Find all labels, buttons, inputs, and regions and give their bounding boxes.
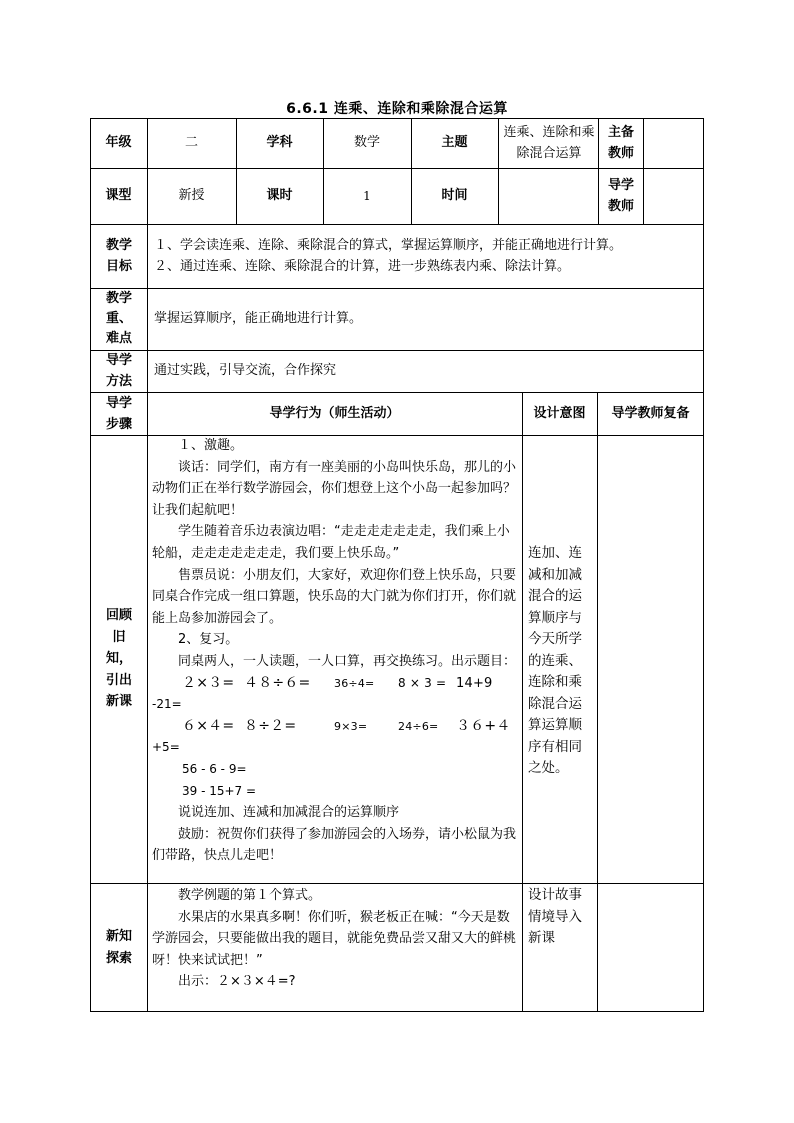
exercise-row-1-cont: -21= xyxy=(152,697,182,712)
section2-line-1: 教学例题的第１个算式。 xyxy=(178,888,322,903)
section1-content xyxy=(152,435,518,867)
exercise-row-2-cont: +5= xyxy=(152,740,180,755)
lesson-type-label: 课型 xyxy=(105,188,132,203)
exercise-2-5: ３６+４ xyxy=(456,717,511,734)
time-value xyxy=(498,168,598,224)
exercise-1-3: 36÷4= xyxy=(334,676,375,690)
section1-line-6: 同桌两人，一人读题，一人口算，再交换练习。出示题目： xyxy=(178,653,517,669)
section2-label: 新知探索 xyxy=(105,929,132,966)
goals-list xyxy=(154,235,699,277)
subject-value: 数学 xyxy=(353,135,380,150)
lesson-type-value: 新授 xyxy=(178,188,205,203)
activity-header: 导学行为（师生活动） xyxy=(269,405,400,421)
section1-line-3: 学生随着音乐边表演边唱：“走走走走走走走，我们乘上小轮船，走走走走走走走，我们要上快乐岛。” xyxy=(152,524,510,561)
method-label: 导学方法 xyxy=(105,353,132,389)
section2-intent: 设计故事情境导入新课 xyxy=(528,887,582,946)
goals-label: 教学目标 xyxy=(105,238,132,274)
section1-line-5: 2、复习。 xyxy=(178,632,239,648)
section2-line-3: 出示：２×３×４=? xyxy=(178,974,296,990)
steps-label: 导学步骤 xyxy=(105,395,132,432)
goal-item-1: １、学会读连乘、连除、乘除混合的算式，掌握运算顺序，并能正确地进行计算。 xyxy=(154,238,623,253)
exercise-2-2: ８÷２= xyxy=(244,717,297,734)
section2-content xyxy=(152,885,518,993)
exercise-extra-2: 39 - 15+7 = xyxy=(182,783,257,798)
time-label: 时间 xyxy=(441,188,468,203)
period-label: 课时 xyxy=(266,188,293,203)
key-points-label: 教学重、难点 xyxy=(105,291,132,346)
section1-line-4: 售票员说：小朋友们，大家好，欢迎你们登上快乐岛，只要同桌合作完成一组口算题，快乐岛的大门就为你们打开，你们就能上岛参加游园会了。 xyxy=(152,567,517,626)
period-value: 1 xyxy=(363,189,371,203)
exercise-1-1: ２×３= xyxy=(182,674,235,691)
page-title: 6.6.1 连乘、连除和乘除混合运算 xyxy=(286,101,508,117)
prep-teacher-value xyxy=(643,118,704,168)
key-points-text: 掌握运算顺序，能正确地进行计算。 xyxy=(154,311,363,326)
section2-line-2: 水果店的水果真多啊！你们听，猴老板正在喊：“今天是数学游园会，只要能做出我的题目，就能免费品尝又甜又大的鲜桃呀！快来试试把！” xyxy=(152,909,517,968)
exercise-1-2: ４８÷６= xyxy=(244,674,311,691)
subject-label: 学科 xyxy=(266,135,293,150)
lesson-plan-table xyxy=(90,118,704,1012)
intent-header: 设计意图 xyxy=(533,405,586,421)
exercise-1-4: 8 × 3 = xyxy=(398,675,447,690)
guide-teacher-label: 导学教师 xyxy=(607,178,634,214)
exercise-2-4: 24÷6= xyxy=(398,719,439,733)
section1-label: 回顾旧知，引出新课 xyxy=(105,608,132,710)
section1-closing-2: 鼓励：祝贺你们获得了参加游园会的入场券，请小松鼠为我们带路，快点儿走吧！ xyxy=(152,826,517,864)
section1-line-1: １、激趣。 xyxy=(178,438,244,453)
section1-intent: 连加、连减和加减混合的运算顺序与今天所学的连乘、连除和乘除混合运算运算顺序有相同之处。 xyxy=(528,545,582,776)
grade-value: 二 xyxy=(184,135,198,150)
exercise-1-5: 14+9 xyxy=(456,675,493,691)
grade-label: 年级 xyxy=(105,135,132,150)
goal-item-2: ２、通过连乘、连除、乘除混合的计算，进一步熟练表内乘、除法计算。 xyxy=(154,259,571,274)
exercise-extra-1: 56 - 6 - 9= xyxy=(182,761,247,776)
exercise-2-1: ６×４= xyxy=(182,717,235,734)
section1-line-2: 谈话：同学们，南方有一座美丽的小岛叫快乐岛，那儿的小动物们正在举行数学游园会，你们想登上这个小岛一起参加吗？让我们起航吧！ xyxy=(152,459,517,518)
topic-value: 连乘、连除和乘除混合运算 xyxy=(503,125,595,161)
exercise-2-3: 9×3= xyxy=(334,719,368,733)
topic-label: 主题 xyxy=(441,135,468,150)
section1-closing-1: 说说连加、连减和加减混合的运算顺序 xyxy=(178,805,400,821)
method-text: 通过实践，引导交流，合作探究 xyxy=(154,363,337,378)
guide-teacher-value xyxy=(643,168,704,224)
prep-teacher-label: 主备教师 xyxy=(607,125,634,161)
exercise-row-2 xyxy=(152,716,518,738)
exercise-row-1 xyxy=(152,673,518,695)
review-header: 导学教师复备 xyxy=(611,405,690,421)
